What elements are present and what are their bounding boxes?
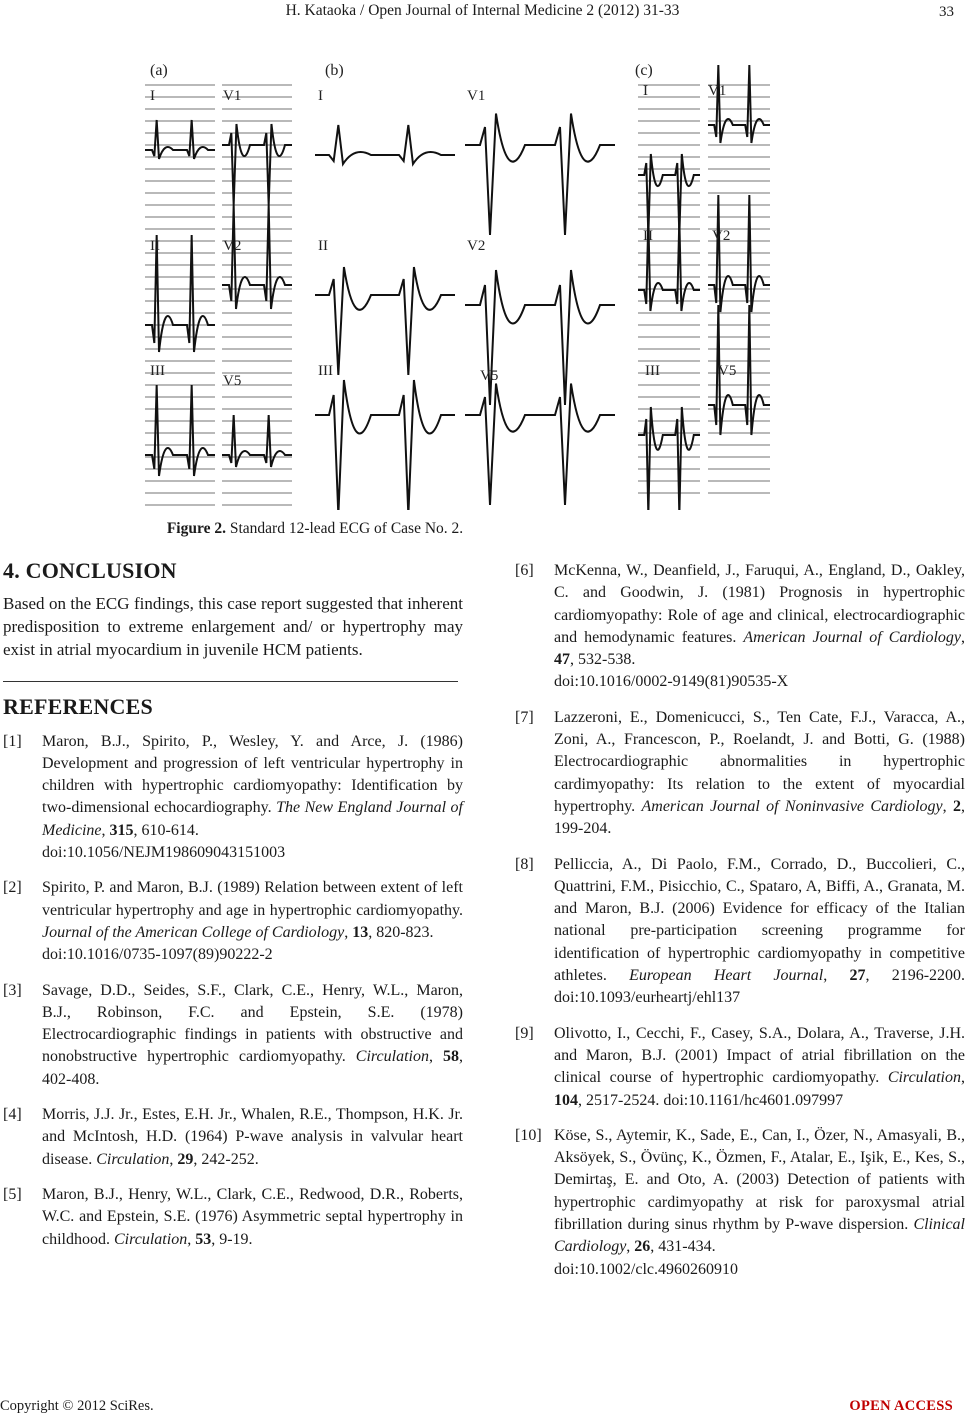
reference-entry xyxy=(3,877,463,966)
ecg-trace xyxy=(708,195,770,312)
reference-number: [4] xyxy=(3,1106,22,1124)
panel-label: (b) xyxy=(325,62,344,79)
ecg-trace xyxy=(315,267,455,375)
copyright-notice: Copyright © 2012 SciRes. xyxy=(0,1398,154,1414)
figure-caption-label: Figure 2. xyxy=(166,520,226,537)
lead-label: V5 xyxy=(718,363,737,379)
reference-entry xyxy=(3,731,463,865)
reference-volume: 26 xyxy=(634,1238,651,1256)
reference-body: Köse, S., Aytemir, K., Sade, E., Can, I., Özer, N., Amasyali, B., Aksöyek, S., Övünç, K., Özmen, F., Atalar, E., Işik, E., Kes, S., Demirtaş, E. and Oto, A. (2003) Detection of patients with hypertrophic cardimyopathy at risk for paroxysmal atrial fibrillation during sinus rhythm by P-wave dispersion. Clinical Cardiology, 26, 431-434. doi:10.1002/clc.4960260910 xyxy=(554,1126,965,1278)
references-list-right xyxy=(515,560,965,1281)
reference-journal: Circulation xyxy=(355,1048,429,1066)
reference-pages: , 9-19. xyxy=(211,1230,253,1248)
reference-authors-title: Pelliccia, A., Di Paolo, F.M., Corrado, D., Buccolieri, C., Quattrini, F.M., Pisicchio, C., Spataro, A, Biffi, A., Granata, M. and Maron, B.J. (2006) Evidence for efficacy of the Italian national pre-participation screening programme for identification of hypertrophic cardiomyopathy in competitive athletes. xyxy=(554,855,965,985)
running-title: H. Kataoka / Open Journal of Internal Medicine 2 (2012) 31-33 xyxy=(285,2,680,19)
reference-body: Spirito, P. and Maron, B.J. (1989) Relation between extent of left ventricular hypertrophy and age in hypertrophic cardiomyopathy. Journal of the American College of Cardiology, 13, 820-823. doi:10.1016/0735-1097(89)90222-2 xyxy=(42,879,463,964)
reference-authors-title: Maron, B.J., Henry, W.L., Clark, C.E., Redwood, D.R., Roberts, W.C. and Epstein, S.E. (1976) Asymmetric septal hypertrophy in childhood. xyxy=(42,1185,463,1248)
reference-body: Maron, B.J., Henry, W.L., Clark, C.E., Redwood, D.R., Roberts, W.C. and Epstein, S.E. (1976) Asymmetric septal hypertrophy in childhood. Circulation, 53, 9-19. xyxy=(42,1185,463,1248)
reference-number: [6] xyxy=(515,562,534,579)
reference-pages: , 199-204. xyxy=(554,797,965,838)
reference-doi-link[interactable]: doi:10.1056/NEJM198609043151003 xyxy=(42,844,286,862)
ecg-figure xyxy=(145,55,825,510)
reference-body: Maron, B.J., Spirito, P., Wesley, Y. and Arce, J. (1986) Development and progression of left ventricular hypertrophy in children with hypertrophic cardiomyopathy: Identification by two-dimensional echocardiography. The New England Journal of Medicine, 315, 610-614. doi:10.1056/NEJM198609043151003 xyxy=(42,732,463,862)
panel-label: (c) xyxy=(635,62,653,79)
lead-label: V5 xyxy=(223,373,242,389)
left-column xyxy=(3,560,463,1264)
lead-label: III xyxy=(318,363,333,379)
reference-pages: , 532-538. xyxy=(570,651,636,669)
lead-label: I xyxy=(318,88,323,104)
reference-entry xyxy=(3,1104,463,1171)
ecg-trace xyxy=(465,384,615,506)
reference-journal: Clinical Cardiology xyxy=(554,1216,965,1256)
reference-volume: 27 xyxy=(849,967,866,985)
reference-authors-title: Köse, S., Aytemir, K., Sade, E., Can, I., Özer, N., Amasyali, B., Aksöyek, S., Övünç, K., Özmen, F., Atalar, E., Işik, E., Kes, S., Demirtaş, E. and Oto, A. (2003) Detection of patients with hypertrophic cardimyopathy at risk for paroxysmal atrial fibrillation during sinus rhythm by P-wave dispersion. xyxy=(554,1126,965,1234)
lead-label: V2 xyxy=(467,238,486,254)
reference-volume: 2 xyxy=(953,797,961,815)
reference-volume: 47 xyxy=(554,651,570,669)
reference-doi-link[interactable]: doi:10.1093/eurheartj/ehl137 xyxy=(554,989,741,1007)
reference-body: Pelliccia, A., Di Paolo, F.M., Corrado, D., Buccolieri, C., Quattrini, F.M., Pisicchio, C., Spataro, A, Biffi, A., Granata, M. and Maron, B.J. (2006) Evidence for efficacy of the Italian national pre-participation screening programme for identification of hypertrophic cardiomyopathy in competitive athletes. European Heart Journal, 27, 2196-2200. doi:10.1093/eurheartj/ehl137 xyxy=(554,855,965,1007)
lead-label: I xyxy=(150,88,155,104)
reference-doi-link[interactable]: doi:10.1016/0002-9149(81)90535-X xyxy=(554,673,789,691)
lead-label: V1 xyxy=(467,88,486,104)
reference-journal: Journal of the American College of Cardiology xyxy=(42,923,345,941)
lead-label: V1 xyxy=(708,83,727,99)
open-access-badge: OPEN ACCESS xyxy=(849,1398,953,1414)
reference-number: [5] xyxy=(3,1185,22,1203)
reference-number: [7] xyxy=(515,708,534,726)
reference-body: Lazzeroni, E., Domenicucci, S., Ten Cate, F.J., Varacca, A., Zoni, A., Francescon, P., Roelandt, J. and Botti, G. (1988) Electrocardiographic abnormalities in hypertrophic cardimyopathy: Its relation to the extent of myocardial hypertrophy. American Journal of Noninvasive Cardiology, 2, 199-204. xyxy=(554,708,965,838)
ecg-trace xyxy=(465,270,615,405)
running-header xyxy=(0,2,965,22)
reference-authors-title: Morris, J.J. Jr., Estes, E.H. Jr., Whalen, R.E., Thompson, H.K. Jr. and McIntosh, H.D. (1964) P-wave analysis in valvular heart disease. xyxy=(42,1106,463,1168)
references-list-left xyxy=(3,731,463,1251)
ecg-trace xyxy=(222,415,292,467)
reference-volume: 58 xyxy=(443,1048,459,1066)
conclusion-heading: 4. CONCLUSION xyxy=(3,558,177,583)
ecg-trace xyxy=(465,114,615,236)
lead-label: III xyxy=(645,363,660,379)
lead-label: I xyxy=(643,83,648,99)
reference-body: Savage, D.D., Seides, S.F., Clark, C.E., Henry, W.L., Maron, B.J., Robinson, F.C. and Epstein, S.E. (1978) Electrocardiographic findings in patients with obstructive and nonobstructive hypertrophic cardiomyopathy. Circulation, 58, 402-408. xyxy=(42,981,463,1088)
lead-label: V2 xyxy=(223,238,242,254)
panel-label: (a) xyxy=(150,62,168,79)
reference-number: [3] xyxy=(3,981,22,999)
reference-body: McKenna, W., Deanfield, J., Faruqui, A., England, D., Oakley, C. and Goodwin, J. (1981) Prognosis in hypertrophic cardiomyopathy: Role of age and clinical, electrocardiographic and hemodynamic features. American Journal of Cardiology, 47, 532-538. doi:10.1016/0002-9149(81)90535-X xyxy=(554,562,965,691)
reference-authors-title: Olivotto, I., Cecchi, F., Casey, S.A., Dolara, A., Traverse, J.H. and Maron, B.J. (2001) Impact of atrial fibrillation on the clinical course of hypertrophic cardiomyopathy. xyxy=(554,1024,965,1087)
reference-body: Morris, J.J. Jr., Estes, E.H. Jr., Whalen, R.E., Thompson, H.K. Jr. and McIntosh, H.D. (1964) P-wave analysis in valvular heart disease. Circulation, 29, 242-252. xyxy=(42,1106,463,1168)
figure-caption-text: Standard 12-lead ECG of Case No. 2. xyxy=(225,520,464,537)
reference-entry xyxy=(515,854,965,1010)
reference-number: [8] xyxy=(515,855,534,873)
reference-volume: 29 xyxy=(177,1150,194,1168)
reference-number: [10] xyxy=(515,1126,542,1144)
reference-pages: , 2196-2200. xyxy=(865,967,965,985)
reference-number: [9] xyxy=(515,1024,534,1042)
reference-entry xyxy=(3,980,463,1091)
lead-label: V1 xyxy=(223,88,242,104)
section-divider xyxy=(3,681,458,682)
references-heading: REFERENCES xyxy=(3,694,153,720)
reference-entry xyxy=(515,707,965,841)
reference-pages: , 402-408. xyxy=(42,1048,463,1088)
reference-journal: Circulation xyxy=(114,1230,188,1248)
reference-volume: 104 xyxy=(554,1091,578,1109)
reference-doi-link[interactable]: doi:10.1161/hc4601.097997 xyxy=(663,1091,844,1109)
ecg-trace xyxy=(638,407,700,510)
ecg-trace xyxy=(708,65,770,143)
page-number: 33 xyxy=(939,4,954,20)
reference-pages: , 2517-2524. xyxy=(578,1091,664,1109)
reference-authors-title: McKenna, W., Deanfield, J., Faruqui, A., England, D., Oakley, C. and Goodwin, J. (1981) Prognosis in hypertrophic cardiomyopathy: Role of age and clinical, electrocardiographic and hemodynamic features. xyxy=(554,562,965,646)
reference-pages: , 820-823. xyxy=(368,923,434,941)
lead-label: II xyxy=(150,238,160,254)
reference-authors-title: Maron, B.J., Spirito, P., Wesley, Y. and Arce, J. (1986) Development and progression of left ventricular hypertrophy in children with hypertrophic cardiomyopathy: Identification by two-dimensional echocardiography. xyxy=(42,732,463,817)
lead-label: II xyxy=(318,238,328,254)
conclusion-paragraph: Based on the ECG findings, this case report suggested that inherent predisposition to extreme enlargement and/ or hypertrophy may exist in atrial myocardium in juvenile HCM patients. xyxy=(3,594,463,660)
ecg-figure-graphic xyxy=(145,55,825,510)
reference-journal: American Journal of Cardiology xyxy=(743,628,961,646)
ecg-trace xyxy=(145,120,215,159)
reference-entry xyxy=(515,1125,965,1281)
ecg-trace xyxy=(145,385,215,476)
reference-authors-title: Spirito, P. and Maron, B.J. (1989) Relation between extent of left ventricular hypertrophy and age in hypertrophic cardiomyopathy. xyxy=(42,879,463,919)
reference-number: [2] xyxy=(3,879,22,897)
reference-volume: 315 xyxy=(109,821,134,839)
right-column xyxy=(515,560,965,1294)
lead-label: III xyxy=(150,363,165,379)
reference-volume: 53 xyxy=(195,1230,212,1248)
reference-authors-title: Lazzeroni, E., Domenicucci, S., Ten Cate, F.J., Varacca, A., Zoni, A., Francescon, P., Roelandt, J. and Botti, G. (1988) Electrocardiographic abnormalities in hypertrophic cardimyopathy: Its relation to the extent of myocardial hypertrophy. xyxy=(554,708,965,815)
reference-journal: Circulation xyxy=(96,1150,170,1168)
reference-journal: The New England Journal of Medicine xyxy=(42,799,463,839)
reference-doi-link[interactable]: doi:10.1002/clc.4960260910 xyxy=(554,1260,738,1278)
reference-entry xyxy=(3,1184,463,1251)
reference-authors-title: Savage, D.D., Seides, S.F., Clark, C.E., Henry, W.L., Maron, B.J., Robinson, F.C. and Epstein, S.E. (1978) Electrocardiographic findings in patients with obstructive and nonobstructive hypertrophic cardiomyopathy. xyxy=(42,981,463,1066)
reference-pages: , 242-252. xyxy=(193,1150,259,1168)
reference-number: [1] xyxy=(3,732,22,750)
reference-body: Olivotto, I., Cecchi, F., Casey, S.A., Dolara, A., Traverse, J.H. and Maron, B.J. (2001) Impact of atrial fibrillation on the clinical course of hypertrophic cardiomyopathy. Circulation, 104, 2517-2524. doi:10.1161/hc4601.097997 xyxy=(554,1024,965,1109)
lead-label: V5 xyxy=(480,368,499,384)
lead-label: V2 xyxy=(712,228,731,244)
reference-entry xyxy=(515,560,965,694)
reference-doi-link[interactable]: doi:10.1016/0735-1097(89)90222-2 xyxy=(42,946,273,964)
reference-journal: European Heart Journal xyxy=(629,967,824,985)
figure-caption xyxy=(0,520,630,538)
ecg-trace xyxy=(222,205,292,309)
ecg-trace xyxy=(315,125,455,164)
ecg-trace xyxy=(315,380,455,510)
reference-journal: American Journal of Noninvasive Cardiology xyxy=(641,797,943,815)
reference-pages: , 431-434. xyxy=(650,1238,716,1256)
reference-pages: , 610-614. xyxy=(133,821,199,839)
reference-journal: Circulation xyxy=(887,1069,961,1087)
reference-entry xyxy=(515,1023,965,1112)
lead-label: II xyxy=(643,228,653,244)
reference-volume: 13 xyxy=(352,923,369,941)
